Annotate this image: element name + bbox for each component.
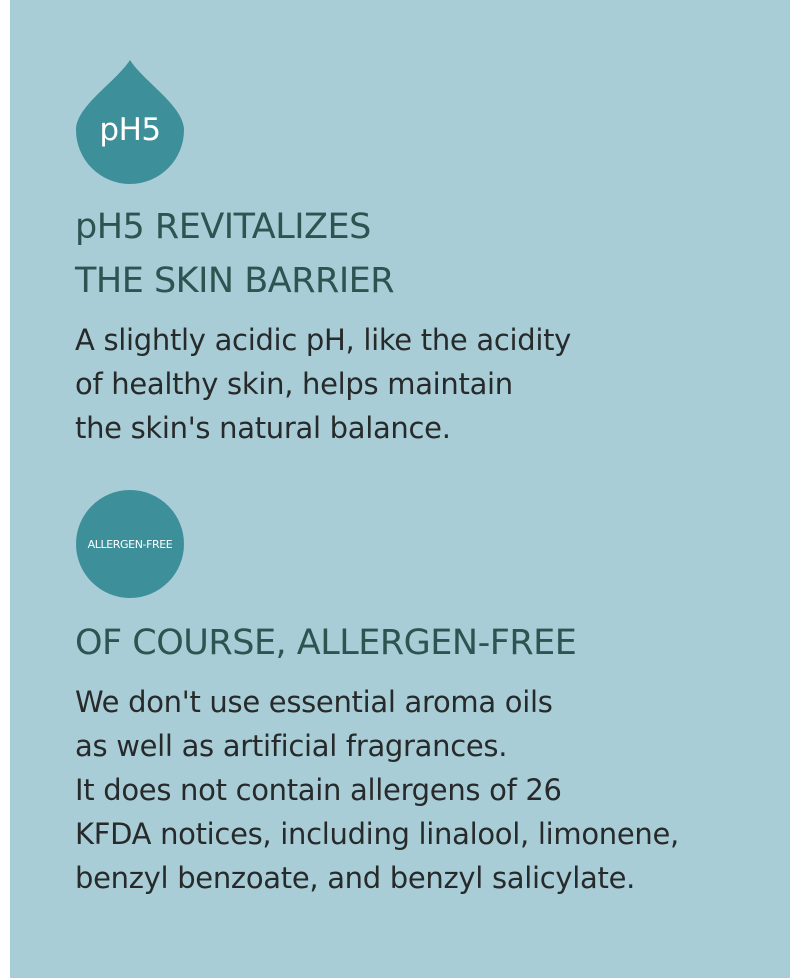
- ph5-description-line: the skin's natural balance.: [75, 411, 451, 445]
- allergen-description-line: KFDA notices, including linalool, limonene,: [75, 817, 679, 851]
- ph5-heading-line: pH5 REVITALIZES: [75, 207, 371, 247]
- allergen-description-line: It does not contain allergens of 26: [75, 773, 562, 807]
- allergen-free-heading: [75, 616, 576, 670]
- ph5-icon-label: pH5: [99, 112, 161, 148]
- allergen-description-line: benzyl benzoate, and benzyl salicylate.: [75, 861, 636, 895]
- water-drop-icon: [76, 60, 184, 184]
- ph5-heading: [75, 200, 394, 308]
- allergen-heading-line: OF COURSE, ALLERGEN-FREE: [75, 623, 577, 663]
- ph5-description-line: A slightly acidic pH, like the acidity: [75, 323, 572, 357]
- allergen-description-line: We don't use essential aroma oils: [75, 685, 553, 719]
- content-panel: [10, 0, 790, 978]
- allergen-free-icon-label: ALLERGEN-FREE: [87, 537, 173, 551]
- allergen-description-line: as well as artificial fragrances.: [75, 729, 508, 763]
- ph5-description: [75, 318, 571, 450]
- allergen-free-description: [75, 680, 679, 900]
- ph5-heading-line: THE SKIN BARRIER: [75, 261, 395, 301]
- ph5-description-line: of healthy skin, helps maintain: [75, 367, 513, 401]
- circle-badge-icon: [76, 490, 184, 598]
